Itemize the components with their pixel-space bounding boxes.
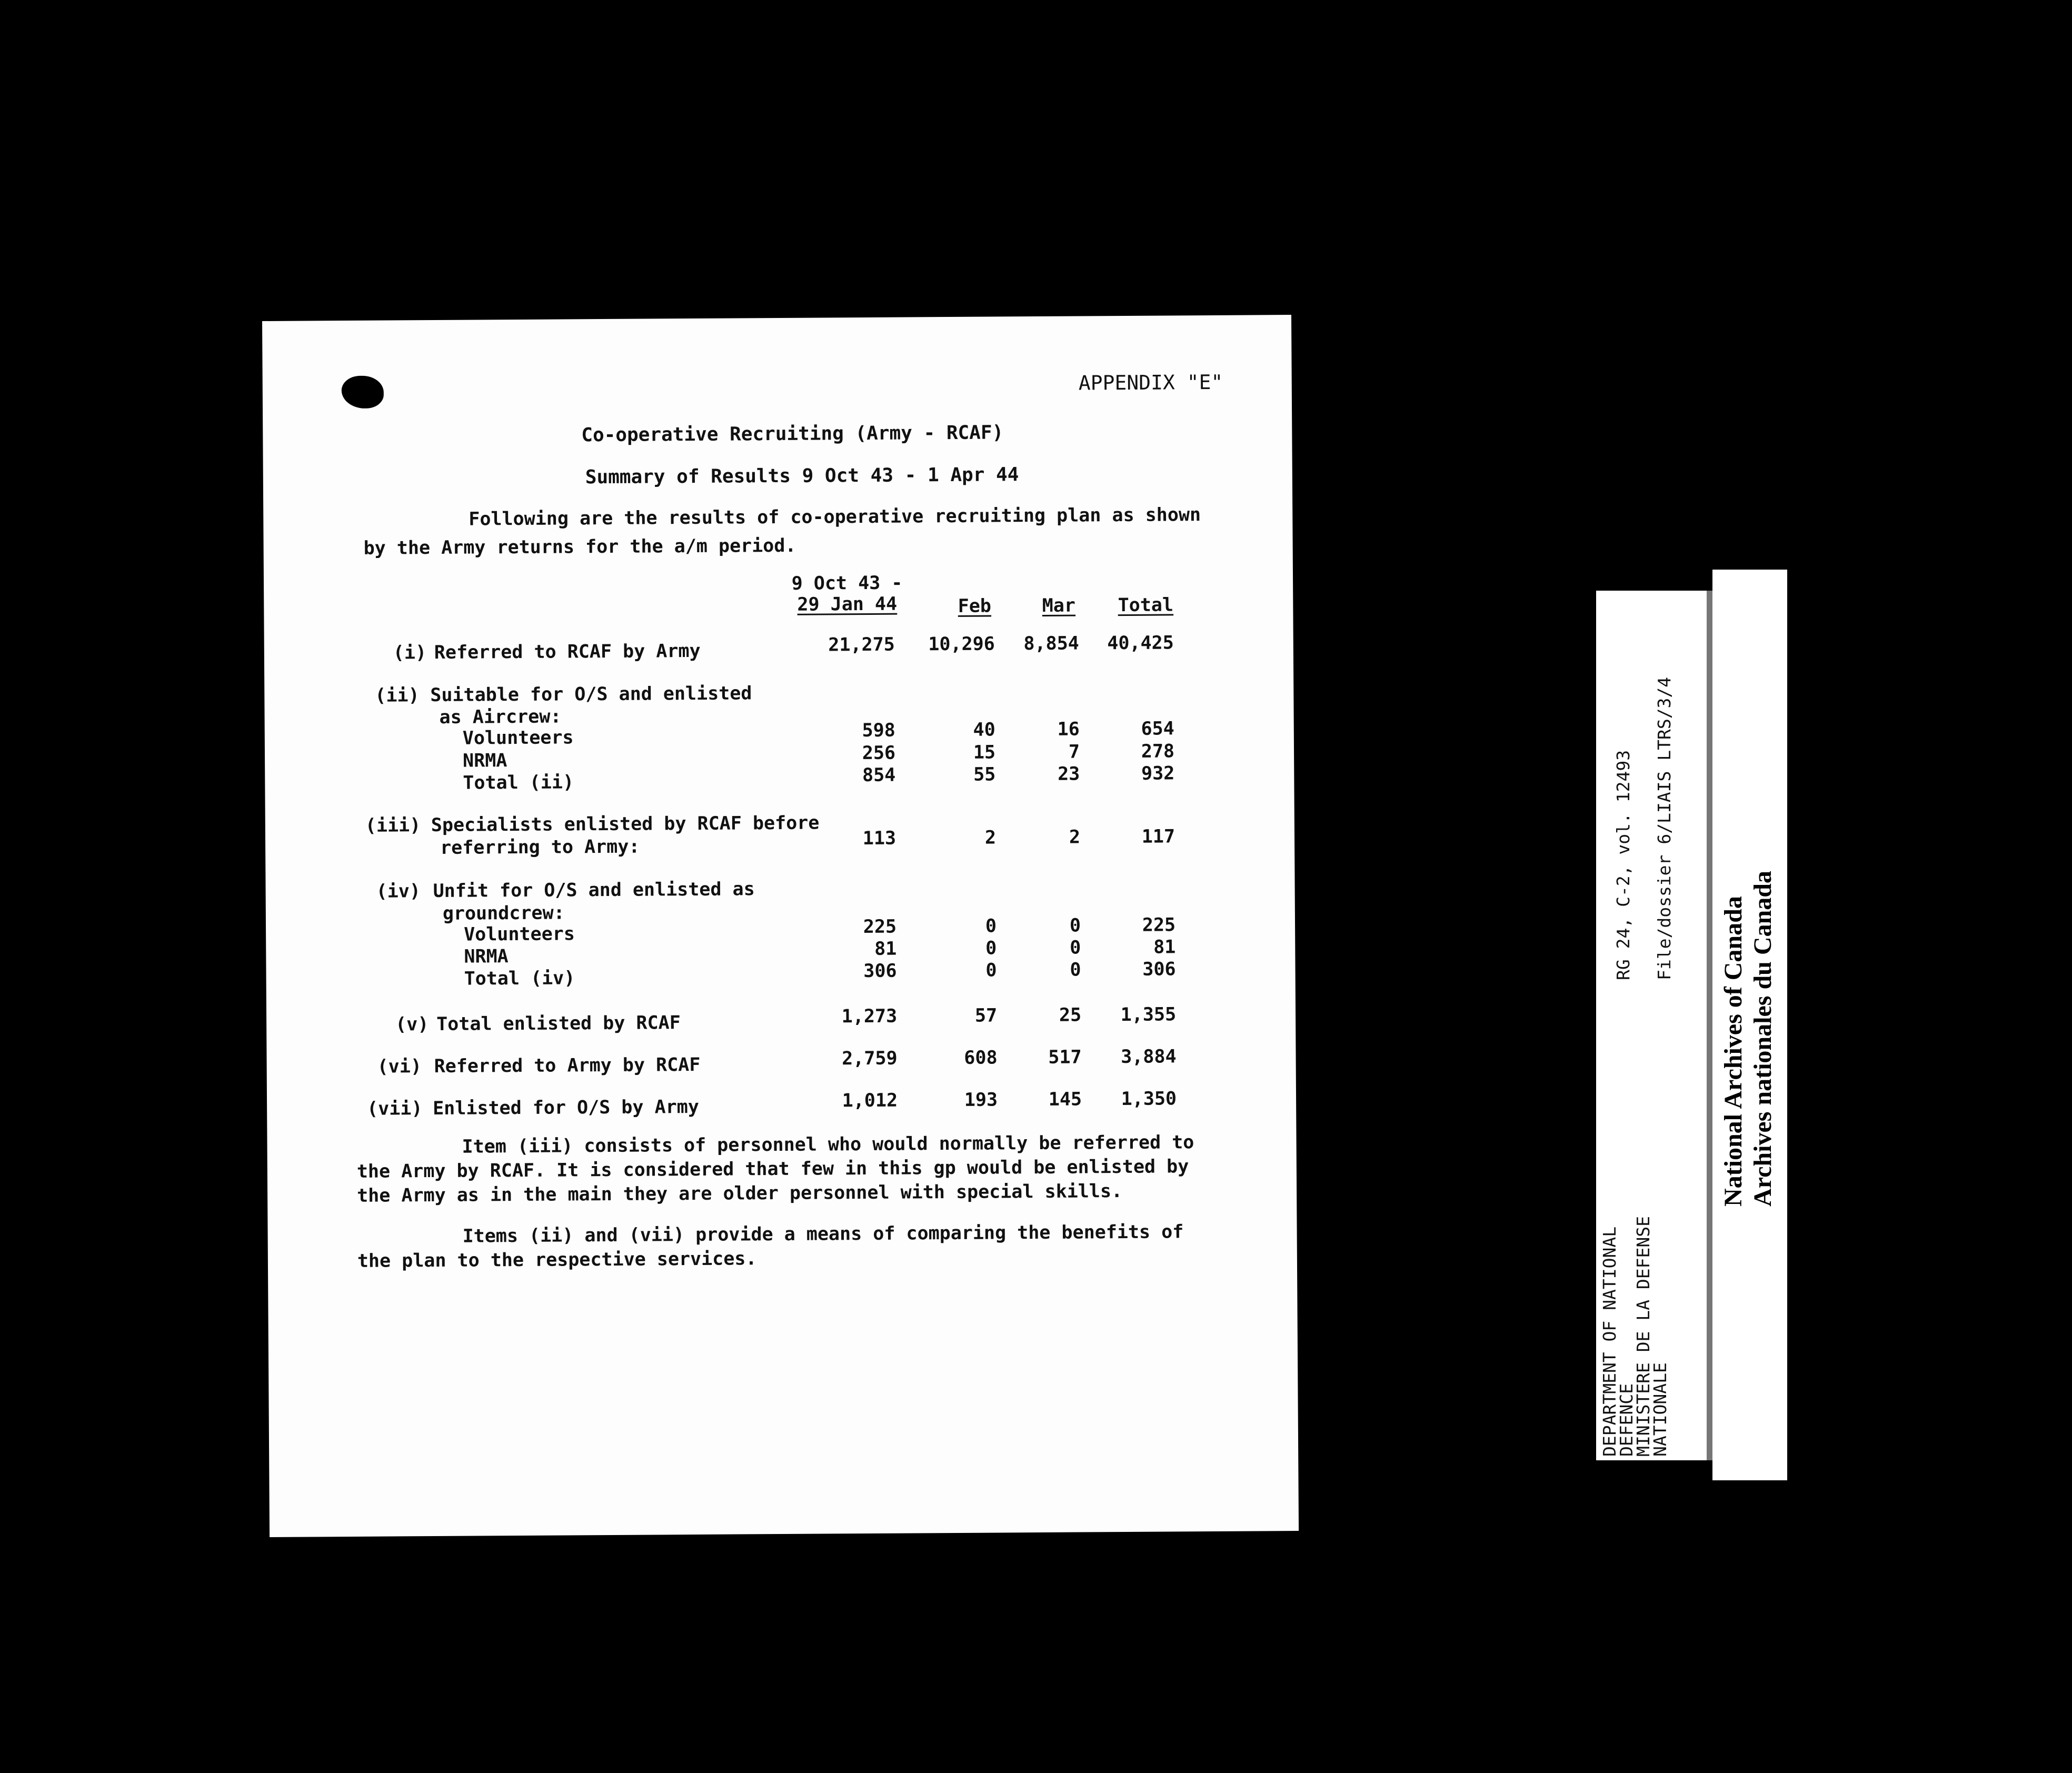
cell-total: 278 (1141, 741, 1175, 762)
row-label-cont: groundcrew: (442, 902, 565, 924)
cell-period: 1,273 (841, 1005, 898, 1028)
cell-total: 225 (1142, 914, 1176, 936)
row-label-cont: referring to Army: (440, 836, 640, 859)
cell-total: 932 (1141, 763, 1175, 784)
document-subtitle: Summary of Results 9 Oct 43 - 1 Apr 44 (585, 464, 1019, 489)
national-archives-label (1712, 570, 1787, 1480)
archive-reference-label (1596, 591, 1707, 1460)
column-header-feb: Feb (958, 595, 992, 617)
row-label: Enlisted for O/S by Army (433, 1096, 699, 1120)
cell-feb: 15 (973, 742, 996, 763)
cell-period: 81 (874, 938, 897, 960)
note-paragraph (357, 1220, 1183, 1273)
cell-mar: 0 (1070, 937, 1081, 959)
nac-english: National Archives of Canada (1719, 896, 1747, 1207)
cell-feb: 10,296 (928, 633, 995, 655)
note-line: the Army as in the main they are older personnel with special skills. (357, 1181, 1123, 1207)
record-group-ref: RG 24, C-2, vol. 12493 (1613, 750, 1633, 980)
cell-period: 225 (863, 916, 897, 938)
cell-mar: 0 (1070, 959, 1081, 981)
cell-period: 21,275 (828, 634, 895, 656)
cell-mar: 517 (1048, 1047, 1082, 1068)
cell-mar: 0 (1069, 915, 1081, 937)
cell-mar: 23 (1058, 763, 1080, 785)
department-line: DEFENCE (1616, 1383, 1637, 1457)
cell-feb: 193 (964, 1089, 998, 1111)
cell-period: 306 (863, 960, 897, 982)
cell-feb: 0 (985, 915, 997, 937)
cell-period: 598 (862, 720, 895, 742)
row-number: (ii) (375, 685, 420, 706)
cell-feb: 55 (973, 764, 996, 785)
cell-mar: 7 (1068, 741, 1080, 763)
row-label: Total enlisted by RCAF (436, 1012, 681, 1035)
cell-period: 113 (862, 828, 896, 850)
note-line: the Army by RCAF. It is considered that few in this gp would be enlisted by (356, 1156, 1189, 1182)
intro-paragraph (363, 501, 1201, 563)
cell-period: 256 (862, 742, 896, 764)
cell-feb: 0 (985, 960, 997, 981)
department-line: NATIONALE (1650, 1362, 1670, 1457)
cell-mar: 2 (1069, 826, 1081, 848)
cell-feb: 0 (985, 938, 997, 959)
cell-total: 306 (1142, 959, 1176, 980)
cell-period: 854 (862, 764, 896, 786)
cell-total: 654 (1141, 718, 1174, 740)
row-number: (vi) (377, 1056, 422, 1078)
cell-mar: 16 (1057, 719, 1080, 740)
subrow-label: Total (ii) (463, 772, 574, 794)
row-label-cont: as Aircrew: (439, 706, 562, 728)
row-number: (iv) (376, 881, 421, 902)
column-header-total: Total (1118, 594, 1174, 616)
file-ref: File/dossier 6/LIAIS LTRS/3/4 (1654, 676, 1675, 980)
intro-line: by the Army returns for the a/m period. (363, 535, 796, 559)
cell-total: 3,884 (1121, 1046, 1177, 1068)
document-title: Co-operative Recruiting (Army - RCAF) (581, 422, 1004, 446)
row-number: (iii) (365, 815, 421, 836)
cell-total: 40,425 (1107, 632, 1174, 654)
subrow-label: Volunteers (464, 923, 575, 945)
department-line: MINISTERE DE LA DEFENSE (1633, 1216, 1653, 1457)
cell-mar: 25 (1059, 1004, 1082, 1026)
cell-feb: 57 (974, 1005, 998, 1027)
cell-total: 81 (1153, 937, 1176, 958)
intro-line: Following are the results of co-operative recruiting plan as shown (469, 504, 1201, 530)
cell-total: 1,355 (1120, 1004, 1177, 1026)
cell-period: 2,759 (842, 1048, 898, 1070)
row-number: (i) (393, 642, 427, 664)
row-label: Referred to RCAF by Army (434, 640, 701, 664)
row-label: Unfit for O/S and enlisted as (433, 879, 755, 902)
subrow-label: NRMA (464, 946, 509, 968)
appendix-label: APPENDIX "E" (1078, 370, 1223, 395)
subrow-label: NRMA (462, 750, 507, 772)
row-number: (v) (395, 1014, 429, 1035)
department-line: DEPARTMENT OF NATIONAL (1599, 1226, 1620, 1457)
document-page (262, 315, 1299, 1537)
row-label: Specialists enlisted by RCAF before (431, 812, 820, 836)
row-number: (vii) (367, 1098, 423, 1120)
row-label: Referred to Army by RCAF (434, 1054, 701, 1078)
subrow-label: Volunteers (462, 727, 574, 749)
cell-feb: 2 (984, 827, 997, 849)
cell-total: 1,350 (1121, 1088, 1177, 1110)
column-header-period: 9 Oct 43 - 29 Jan 44 (791, 572, 903, 615)
cell-mar: 145 (1048, 1089, 1082, 1110)
note-line: the plan to the respective services. (357, 1248, 757, 1272)
column-header-mar: Mar (1042, 595, 1076, 616)
note-line: Items (ii) and (vii) provide a means of comparing the benefits of (462, 1221, 1184, 1247)
cell-feb: 608 (964, 1047, 998, 1069)
note-paragraph (356, 1130, 1194, 1208)
cell-period: 1,012 (842, 1090, 898, 1112)
cell-total: 117 (1141, 826, 1176, 848)
subrow-label: Total (iv) (464, 968, 575, 990)
row-label: Suitable for O/S and enlisted (430, 683, 752, 706)
note-line: Item (iii) consists of personnel who would normally be referred to (462, 1132, 1194, 1158)
ink-blot (342, 376, 384, 409)
cell-mar: 8,854 (1023, 633, 1079, 655)
cell-feb: 40 (973, 719, 995, 741)
nac-french: Archives nationales du Canada (1749, 871, 1777, 1207)
